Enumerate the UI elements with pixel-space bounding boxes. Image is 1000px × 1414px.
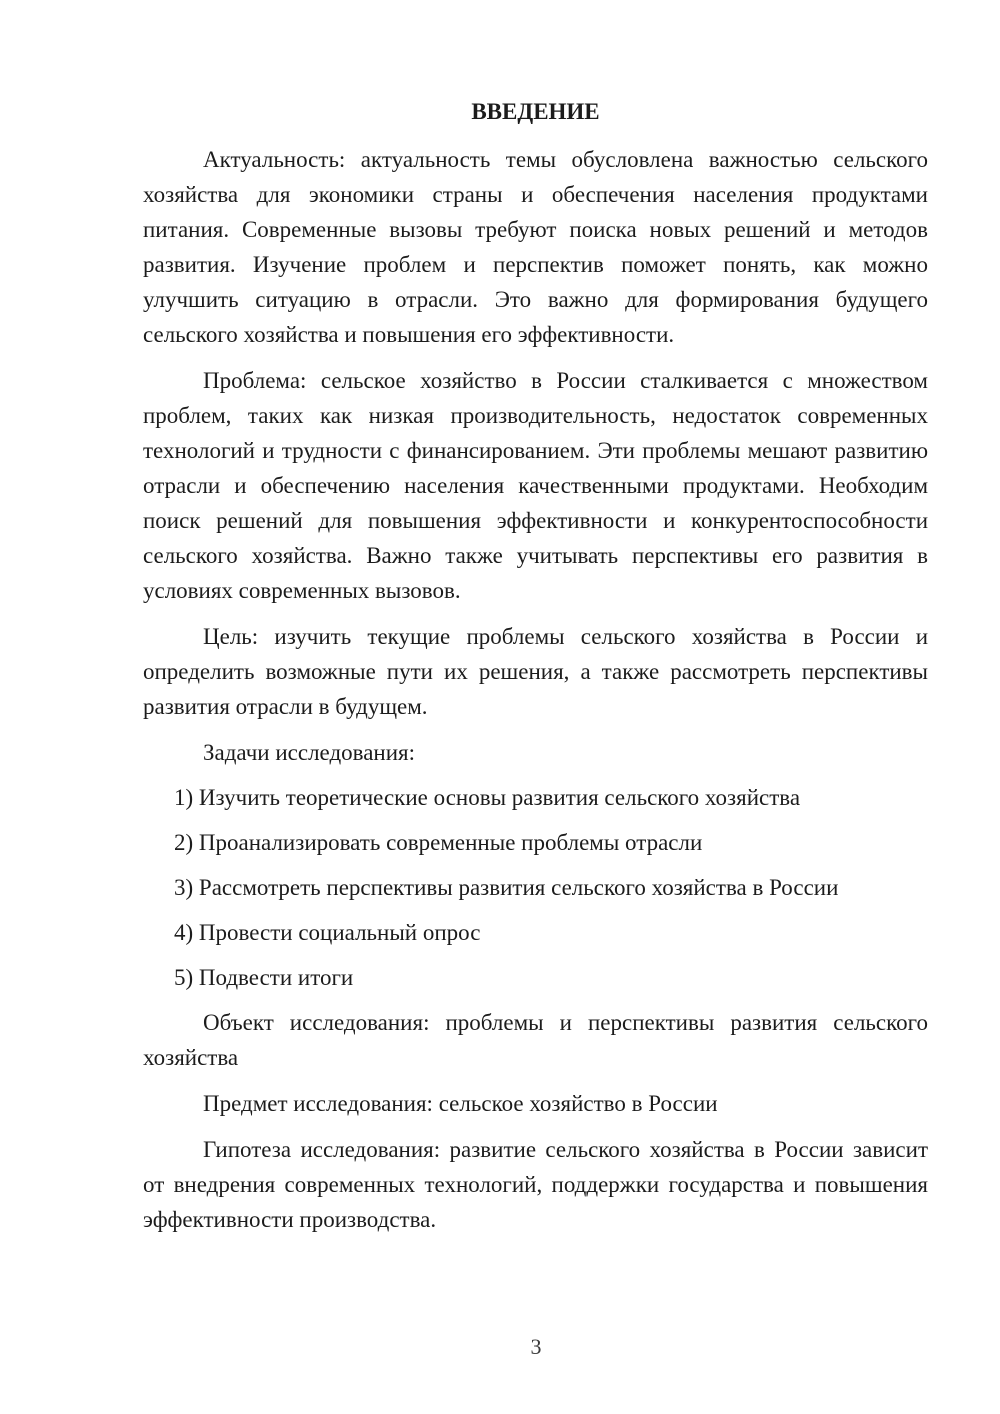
hypothesis-paragraph: Гипотеза исследования: развитие сельского хозяйства в России зависит от внедрения современных технологий, поддержки государства и повышения эффективности производства.	[143, 1137, 928, 1232]
problem-paragraph: Проблема: сельское хозяйство в России сталкивается с множеством проблем, таких как низкая производительность, недостаток современных технологий и трудности с финансированием. Эти проблемы мешают развитию отрасли и обеспечению населения качественными продуктами. Необходим поиск решений для повышения эффективности и конкурентоспособности сельского хозяйства. Важно также учитывать перспективы его развития в условиях современных вызовов.	[143, 368, 928, 603]
tasks-heading: Задачи исследования:	[203, 740, 416, 765]
task-item: 2) Проанализировать современные проблемы отрасли	[174, 830, 703, 855]
task-item: 3) Рассмотреть перспективы развития сельского хозяйства в России	[174, 875, 839, 900]
goal-paragraph: Цель: изучить текущие проблемы сельского хозяйства в России и определить возможные пути их решения, а также рассмотреть перспективы развития отрасли в будущем.	[143, 624, 928, 719]
task-list	[143, 780, 928, 995]
task-item: 4) Провести социальный опрос	[174, 920, 481, 945]
subject-paragraph: Предмет исследования: сельское хозяйство в России	[203, 1091, 718, 1116]
relevance-paragraph: Актуальность: актуальность темы обусловлена важностью сельского хозяйства для экономики страны и обеспечения населения продуктами питания. Современные вызовы требуют поиска новых решений и методов развития. Изучение проблем и перспектив поможет понять, как можно улучшить ситуацию в отрасли. Это важно для формирования будущего сельского хозяйства и повышения его эффективности.	[143, 147, 928, 347]
page-title: ВВЕДЕНИЕ	[471, 99, 600, 124]
page-number: 3	[530, 1334, 542, 1359]
object-paragraph: Объект исследования: проблемы и перспективы развития сельского хозяйства	[143, 1010, 928, 1070]
task-item: 5) Подвести итоги	[174, 965, 354, 990]
task-item: 1) Изучить теоретические основы развития сельского хозяйства	[174, 785, 801, 810]
document-page	[143, 97, 928, 1248]
